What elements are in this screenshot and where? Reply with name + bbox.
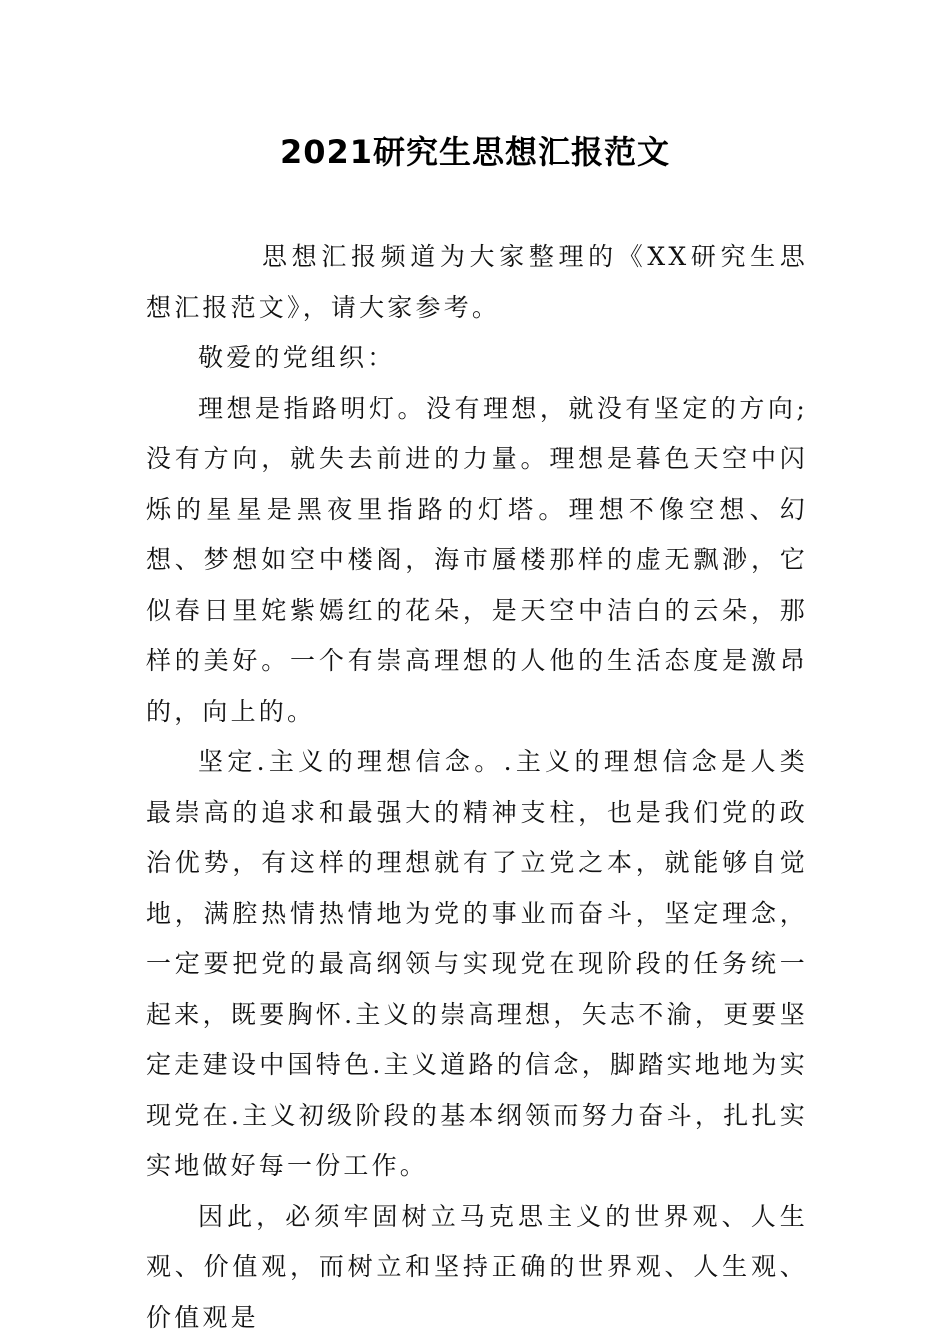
salutation: 敬爱的党组织： <box>198 343 396 372</box>
intro-paragraph: 思想汇报频道为大家整理的《XX研究生思想汇报范文》，请大家参考。 <box>146 242 808 322</box>
body-paragraph: 坚定.主义的理想信念。.主义的理想信念是人类最崇高的追求和最强大的精神支柱，也是我们党的政治优势，有这样的理想就有了立党之本，就能够自觉地，满腔热情热情地为党的事业而奋斗，坚定理念，一定要把党的最高纲领与实现党在现阶段的任务统一起来，既要胸怀.主义的崇高理想，矢志不渝，更要坚定走建设中国特色.主义道路的信念，脚踏实地地为实现党在.主义初级阶段的基本纲领而努力奋斗，扎扎实实地做好每一份工作。 <box>146 747 808 1180</box>
body-paragraph: 因此，必须牢固树立马克思主义的世界观、人生观、价值观，而树立和坚持正确的世界观、人生观、价值观是 <box>146 1201 808 1332</box>
body-paragraph: 理想是指路明灯。没有理想，就没有坚定的方向;没有方向，就失去前进的力量。理想是暮色天空中闪烁的星星是黑夜里指路的灯塔。理想不像空想、幻想、梦想如空中楼阁，海市蜃楼那样的虚无飘渺，它似春日里姹紫嫣红的花朵，是天空中洁白的云朵，那样的美好。一个有崇高理想的人他的生活态度是激昂的，向上的。 <box>146 393 808 726</box>
document-title: 2021研究生思想汇报范文 <box>279 133 671 171</box>
document-body <box>146 232 808 1343</box>
